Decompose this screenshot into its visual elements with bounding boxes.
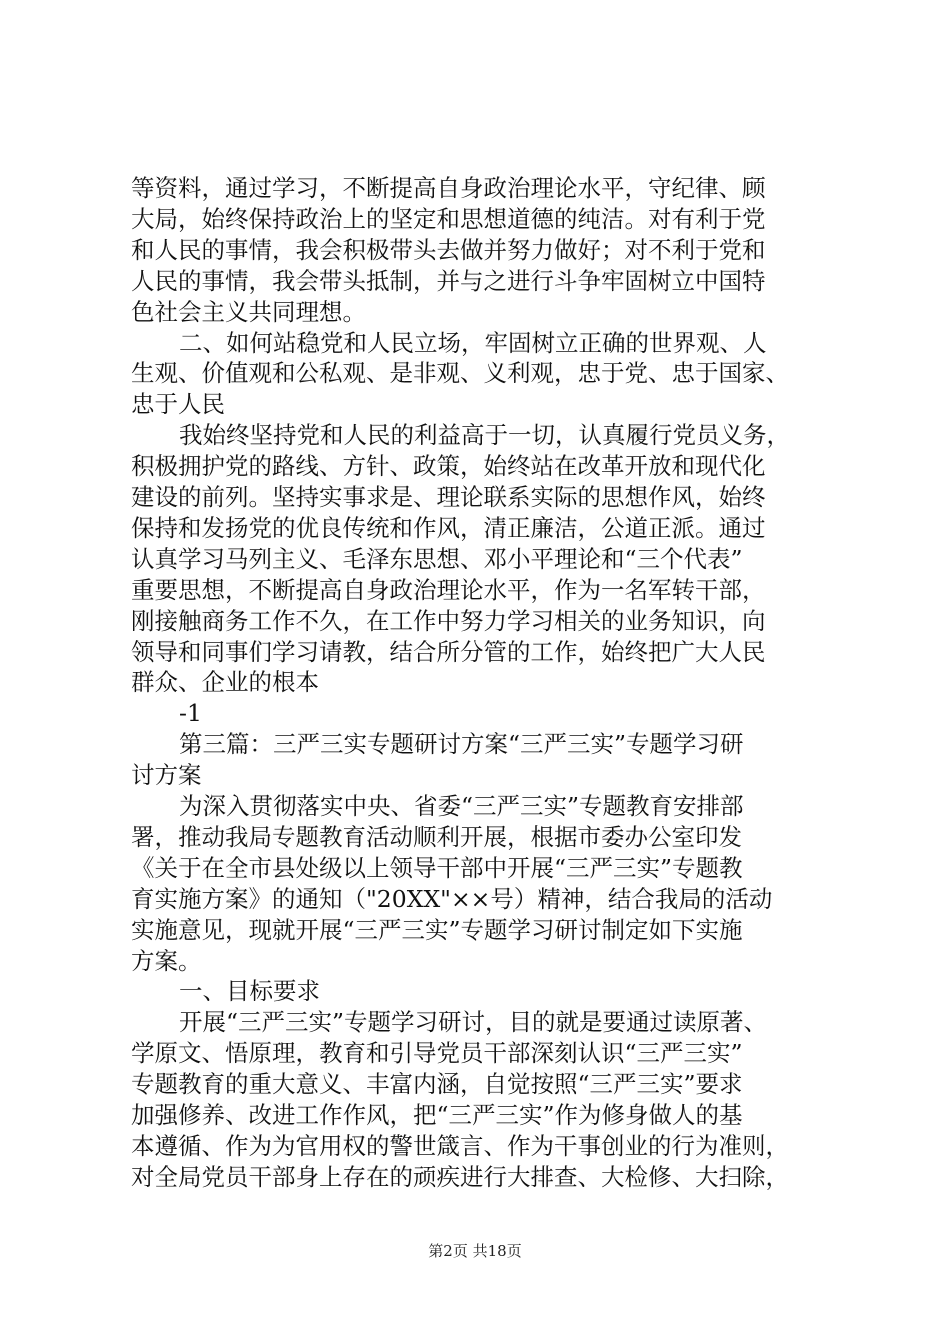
text-line: 色社会主义共同理想。 [131,298,366,326]
text-line: 和人民的事情，我会积极带头去做并努力做好；对不利于党和 [131,236,766,264]
text-line: 学原文、悟原理，教育和引导党员干部深刻认识“三严三实” [131,1039,743,1067]
text-line: 领导和同事们学习请教，结合所分管的工作，始终把广大人民 [131,638,766,666]
text-line: 认真学习马列主义、毛泽东思想、邓小平理论和“三个代表” [131,545,743,573]
text-line: 二、如何站稳党和人民立场，牢固树立正确的世界观、人 [179,329,767,357]
text-line: 对全局党员干部身上存在的顽疾进行大排查、大检修、大扫除， [131,1163,789,1191]
text-line: 方案。 [131,947,202,975]
text-line: -1 [179,699,202,727]
text-line: 专题教育的重大意义、丰富内涵，自觉按照“三严三实”要求 [131,1070,743,1098]
text-line: 为深入贯彻落实中央、省委“三严三实”专题教育安排部 [179,792,744,820]
text-line: 保持和发扬党的优良传统和作风，清正廉洁，公道正派。通过 [131,514,766,542]
text-line: 忠于人民 [131,390,225,418]
text-line: 加强修养、改进工作作风，把“三严三实”作为修身做人的基 [131,1101,743,1129]
text-line: 署，推动我局专题教育活动顺利开展，根据市委办公室印发 [131,823,742,851]
text-line: 我始终坚持党和人民的利益高于一切，认真履行党员义务， [179,421,790,449]
text-line: 开展“三严三实”专题学习研讨，目的就是要通过读原著、 [179,1008,768,1036]
text-line: 实施意见，现就开展“三严三实”专题学习研讨制定如下实施 [131,916,743,944]
text-line: 积极拥护党的路线、方针、政策，始终站在改革开放和现代化 [131,452,766,480]
text-line: 第三篇：三严三实专题研讨方案“三严三实”专题学习研 [179,730,744,758]
page-footer: 第2页 共18页 [428,1242,522,1260]
text-line: 本遵循、作为为官用权的警世箴言、作为干事创业的行为准则， [131,1132,789,1160]
text-line: 《关于在全市县处级以上领导干部中开展“三严三实”专题教 [131,854,743,882]
text-line: 刚接触商务工作不久，在工作中努力学习相关的业务知识，向 [131,607,766,635]
text-line: 生观、价值观和公私观、是非观、义利观，忠于党、忠于国家、 [131,359,789,387]
text-line: 等资料，通过学习，不断提高自身政治理论水平，守纪律、顾 [131,174,766,202]
text-line: 重要思想，不断提高自身政治理论水平，作为一名军转干部， [131,576,766,604]
text-line: 一、目标要求 [179,977,320,1005]
text-line: 人民的事情，我会带头抵制，并与之进行斗争牢固树立中国特 [131,267,766,295]
text-line: 大局，始终保持政治上的坚定和思想道德的纯洁。对有利于党 [131,205,766,233]
text-line: 建设的前列。坚持实事求是、理论联系实际的思想作风，始终 [131,483,766,511]
text-line: 育实施方案》的通知（"20XX"××号）精神，结合我局的活动 [131,885,773,913]
text-line: 群众、企业的根本 [131,668,319,696]
text-line: 讨方案 [131,761,202,789]
